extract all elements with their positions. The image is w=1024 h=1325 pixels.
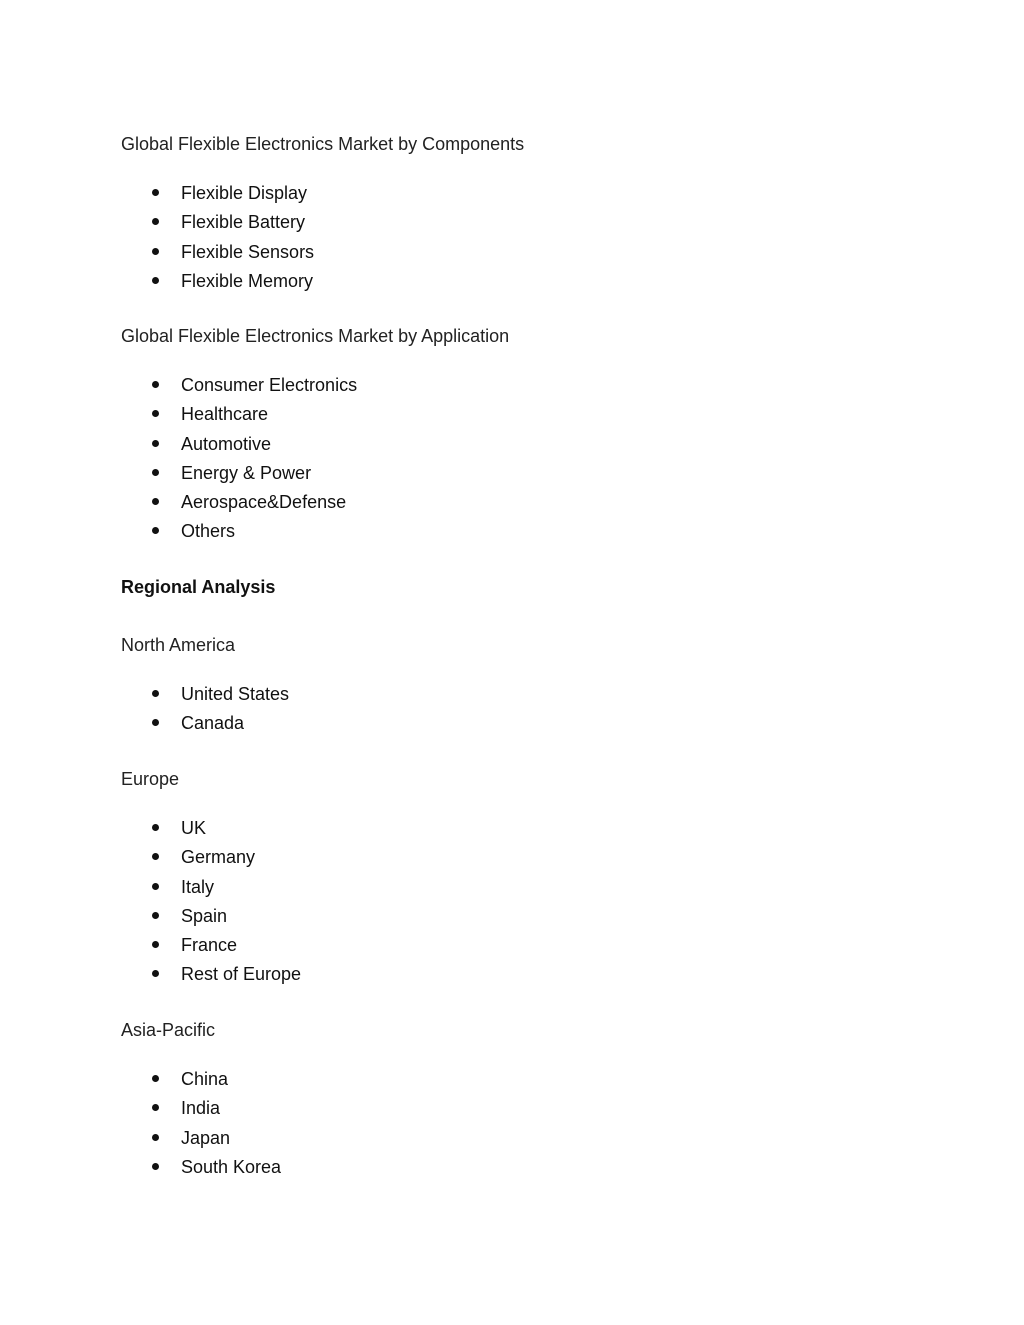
- application-heading: Global Flexible Electronics Market by Application: [121, 326, 510, 346]
- bullet-icon: [152, 883, 159, 890]
- bullet-icon: [152, 527, 159, 534]
- list-item: India: [121, 1098, 901, 1127]
- list-item: South Korea: [121, 1157, 901, 1186]
- list-item: Canada: [121, 713, 901, 742]
- list-item: Energy & Power: [121, 463, 901, 492]
- bullet-icon: [152, 469, 159, 476]
- list-item: Aerospace&Defense: [121, 492, 901, 521]
- list-item: Spain: [121, 906, 901, 935]
- bullet-icon: [152, 824, 159, 831]
- application-list: [121, 375, 901, 551]
- list-item: Healthcare: [121, 404, 901, 433]
- list-item: Flexible Battery: [121, 212, 901, 241]
- bullet-icon: [152, 941, 159, 948]
- asia-pacific-list: [121, 1069, 901, 1186]
- bullet-icon: [152, 381, 159, 388]
- list-item: UK: [121, 818, 901, 847]
- bullet-icon: [152, 1104, 159, 1111]
- north-america-heading: North America: [121, 635, 236, 655]
- list-item: Italy: [121, 877, 901, 906]
- list-item: Germany: [121, 847, 901, 876]
- bullet-icon: [152, 1075, 159, 1082]
- north-america-list: [121, 684, 901, 743]
- list-item: Rest of Europe: [121, 964, 901, 993]
- bullet-icon: [152, 853, 159, 860]
- list-item: Flexible Sensors: [121, 242, 901, 271]
- bullet-icon: [152, 248, 159, 255]
- bullet-icon: [152, 410, 159, 417]
- europe-heading: Europe: [121, 769, 180, 789]
- list-item: Automotive: [121, 434, 901, 463]
- list-item: France: [121, 935, 901, 964]
- europe-list: [121, 818, 901, 994]
- bullet-icon: [152, 1163, 159, 1170]
- bullet-icon: [152, 498, 159, 505]
- list-item: Flexible Memory: [121, 271, 901, 300]
- bullet-icon: [152, 912, 159, 919]
- list-item: Others: [121, 521, 901, 550]
- list-item: Consumer Electronics: [121, 375, 901, 404]
- list-item: United States: [121, 684, 901, 713]
- regional-analysis-heading: Regional Analysis: [121, 577, 276, 597]
- bullet-icon: [152, 690, 159, 697]
- bullet-icon: [152, 440, 159, 447]
- asia-pacific-heading: Asia-Pacific: [121, 1020, 216, 1040]
- list-item: Flexible Display: [121, 183, 901, 212]
- bullet-icon: [152, 277, 159, 284]
- components-heading: Global Flexible Electronics Market by Components: [121, 134, 525, 154]
- bullet-icon: [152, 1134, 159, 1141]
- bullet-icon: [152, 218, 159, 225]
- list-item: Japan: [121, 1128, 901, 1157]
- bullet-icon: [152, 970, 159, 977]
- list-item: China: [121, 1069, 901, 1098]
- bullet-icon: [152, 719, 159, 726]
- components-list: [121, 183, 901, 300]
- bullet-icon: [152, 189, 159, 196]
